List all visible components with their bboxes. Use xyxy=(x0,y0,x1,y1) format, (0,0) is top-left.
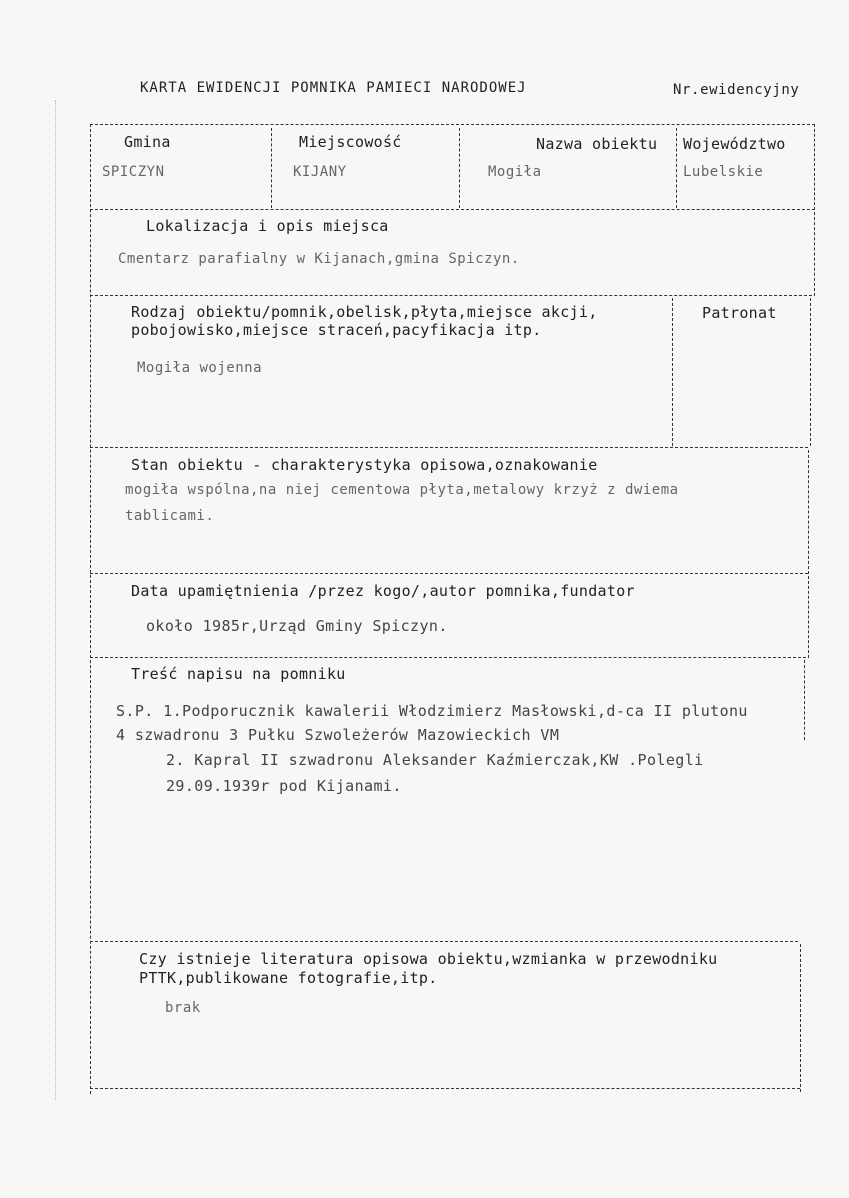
literatura-label-line1: Czy istnieje literatura opisowa obiektu,wzmianka w przewodniku xyxy=(139,950,718,968)
lokalizacja-value: Cmentarz parafialny w Kijanach,gmina Spiczyn. xyxy=(118,251,520,267)
rodzaj-label-line1: Rodzaj obiektu/pomnik,obelisk,płyta,miejsce akcji, xyxy=(131,303,598,321)
divider xyxy=(90,209,815,210)
lokalizacja-label: Lokalizacja i opis miejsca xyxy=(146,217,389,235)
tresc-line3: 2. Kapral II szwadronu Aleksander Kaźmierczak,KW .Polegli xyxy=(166,751,704,769)
bottom-border xyxy=(90,1088,800,1089)
rodzaj-value: Mogiła wojenna xyxy=(137,360,263,376)
divider xyxy=(459,128,460,208)
tresc-line4: 29.09.1939r pod Kijanami. xyxy=(166,777,402,795)
wojewodztwo-value: Lubelskie xyxy=(683,164,764,180)
divider xyxy=(90,941,798,942)
stan-value-line1: mogiła wspólna,na niej cementowa płyta,metalowy krzyż z dwiema xyxy=(125,482,679,498)
right-border xyxy=(810,298,811,446)
registry-number-label: Nr.ewidencyjny xyxy=(673,82,800,98)
stan-label: Stan obiektu - charakterystyka opisowa,oznakowanie xyxy=(131,456,598,474)
left-border xyxy=(90,124,91,1094)
literatura-value: brak xyxy=(165,1000,201,1016)
page-title: KARTA EWIDENCJI POMNIKA PAMIECI NARODOWEJ xyxy=(140,80,527,96)
divider xyxy=(90,657,806,658)
data-value: około 1985r,Urząd Gminy Spiczyn. xyxy=(146,617,448,635)
divider xyxy=(672,298,673,446)
wojewodztwo-label: Województwo xyxy=(683,135,786,153)
right-border xyxy=(804,660,805,740)
tresc-line1: S.P. 1.Podporucznik kawalerii Włodzimierz Masłowski,d-ca II plutonu xyxy=(116,702,748,720)
right-border xyxy=(800,944,801,1092)
margin-dots xyxy=(55,100,56,1100)
divider xyxy=(90,573,808,574)
nazwa-obiektu-label: Nazwa obiektu xyxy=(536,135,658,153)
divider xyxy=(90,295,812,296)
patronat-label: Patronat xyxy=(702,304,777,322)
divider xyxy=(271,128,272,208)
divider xyxy=(90,124,815,125)
gmina-value: SPICZYN xyxy=(102,164,165,180)
divider xyxy=(90,447,808,448)
miejscowosc-label: Miejscowość xyxy=(299,133,402,151)
right-border xyxy=(808,576,809,658)
divider xyxy=(676,128,677,208)
gmina-label: Gmina xyxy=(124,133,171,151)
stan-value-line2: tablicami. xyxy=(125,508,215,524)
tresc-label: Treść napisu na pomniku xyxy=(131,665,346,683)
nazwa-obiektu-value: Mogiła xyxy=(488,164,542,180)
literatura-label-line2: PTTK,publikowane fotografie,itp. xyxy=(139,969,438,987)
right-border xyxy=(814,124,815,210)
rodzaj-label-line2: pobojowisko,miejsce straceń,pacyfikacja itp. xyxy=(131,321,542,339)
miejscowosc-value: KIJANY xyxy=(293,164,347,180)
right-border xyxy=(808,450,809,574)
data-label: Data upamiętnienia /przez kogo/,autor pomnika,fundator xyxy=(131,582,635,600)
right-border xyxy=(814,212,815,296)
tresc-line2: 4 szwadronu 3 Pułku Szwoleżerów Mazowieckich VM xyxy=(116,726,560,744)
